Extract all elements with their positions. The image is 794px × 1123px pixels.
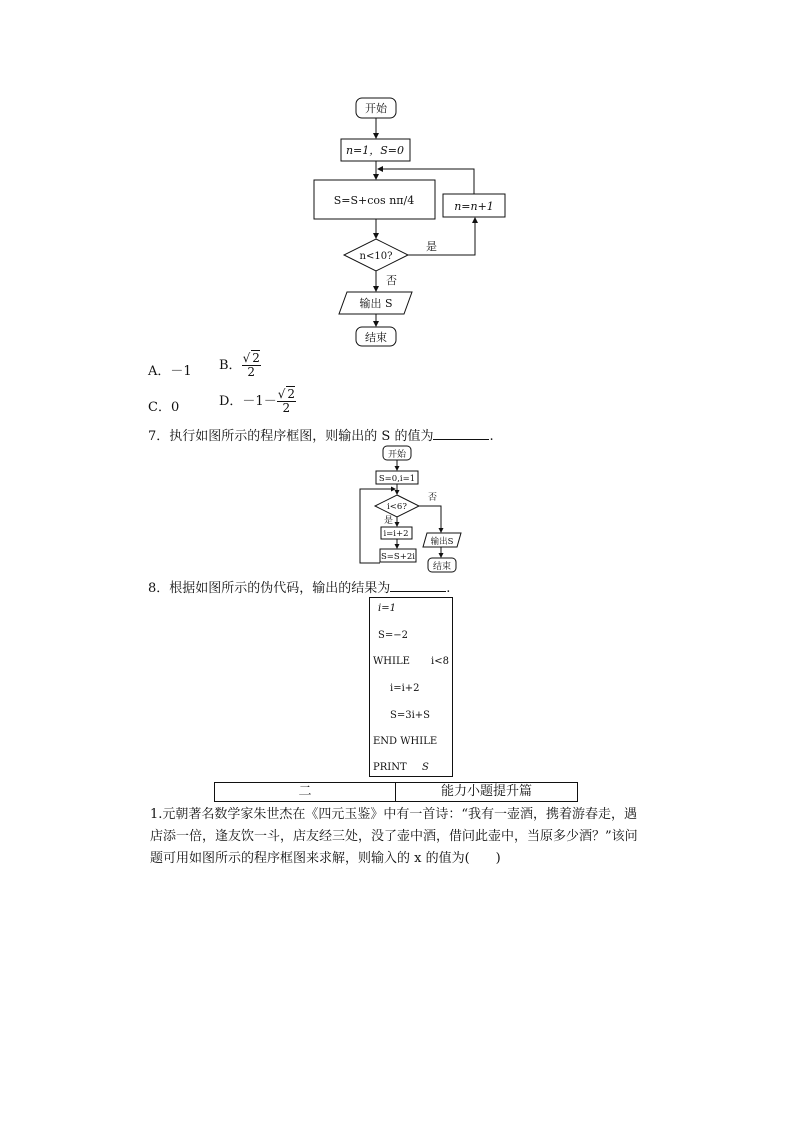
option-d-prefix: D．－1－ bbox=[219, 394, 277, 409]
flowchart-2-yes-label: 是 bbox=[384, 516, 394, 526]
option-c: C．0 bbox=[148, 400, 180, 415]
section-title: 能力小题提升篇 bbox=[440, 784, 532, 799]
option-b-prefix: B． bbox=[219, 358, 242, 373]
code-line-1: i=1 bbox=[378, 603, 396, 614]
flowchart-1-end-label: 结束 bbox=[365, 331, 387, 344]
flowchart-2-step2-label: S=S+2i bbox=[380, 552, 416, 562]
code-line-3-condition: i<8 bbox=[431, 656, 449, 667]
code-line-7-var: S bbox=[422, 762, 429, 773]
code-line-7: PRINT bbox=[373, 762, 407, 773]
flowchart-1-condition-label: n<10? bbox=[359, 251, 393, 262]
section-header bbox=[214, 782, 578, 802]
flowchart-2-condition-label: i<6? bbox=[387, 502, 407, 512]
section-number: 二 bbox=[215, 783, 396, 801]
code-line-3: WHILE bbox=[373, 656, 410, 667]
flowchart-1-start-label: 开始 bbox=[365, 102, 387, 115]
flowchart-1-increment-label: n=n+1 bbox=[454, 200, 494, 213]
option-d-fraction: $\frac{√ 2}{2}$ bbox=[277, 387, 295, 415]
pseudocode-box bbox=[369, 597, 453, 777]
flowchart-1-output-label: 输出 S bbox=[359, 297, 393, 310]
option-a: A．－1 bbox=[148, 364, 192, 379]
code-line-6: END WHILE bbox=[373, 736, 438, 747]
flowchart-1-no-label: 否 bbox=[386, 274, 397, 287]
question-1: 1.元朝著名数学家朱世杰在《四元玉鉴》中有一首诗：“我有一壶酒，携着游春走，遇店添一倍，逢友饮一斗，店友经三处，没了壶中酒，借问此壶中，当原多少酒？”该问题可用如图所示的程序框图来求解，则输入的 x 的值为( ) bbox=[150, 807, 638, 866]
flowchart-1-yes-label: 是 bbox=[426, 240, 437, 253]
option-d-denominator: 2 bbox=[282, 401, 291, 415]
option-b-denominator: 2 bbox=[247, 365, 256, 379]
question-7-text: 7．执行如图所示的程序框图，则输出的 S 的值为 bbox=[148, 429, 434, 444]
option-d-numerator: 2 bbox=[287, 387, 295, 401]
question-8-text: 8．根据如图所示的伪代码，输出的结果为 bbox=[148, 581, 391, 596]
code-line-5: S=3i+S bbox=[390, 710, 431, 721]
flowchart-2-end-label: 结束 bbox=[432, 562, 452, 572]
option-b-fraction: $\frac{√ 2}{2}$ bbox=[242, 351, 260, 379]
flowchart-1-init-label: n=1，S=0 bbox=[345, 144, 405, 157]
flowchart-2-init-label: S=0,i=1 bbox=[378, 474, 416, 484]
question-8 bbox=[148, 579, 450, 597]
question-7-end: . bbox=[489, 429, 494, 444]
code-line-2: S=−2 bbox=[378, 630, 408, 641]
code-line-4: i=i+2 bbox=[390, 683, 420, 694]
flowchart-2-no-label: 否 bbox=[428, 493, 438, 503]
flowchart-2-step1-label: i=i+2 bbox=[383, 529, 409, 539]
answer-blank-8[interactable] bbox=[390, 579, 446, 592]
option-b-numerator: 2 bbox=[252, 351, 260, 365]
flowchart-2-output-label: 输出S bbox=[430, 537, 454, 547]
question-8-end: . bbox=[446, 581, 451, 596]
flowchart-1-process-label: S=S+cos nπ/4 bbox=[333, 194, 415, 207]
flowchart-2-start-label: 开始 bbox=[387, 450, 407, 460]
